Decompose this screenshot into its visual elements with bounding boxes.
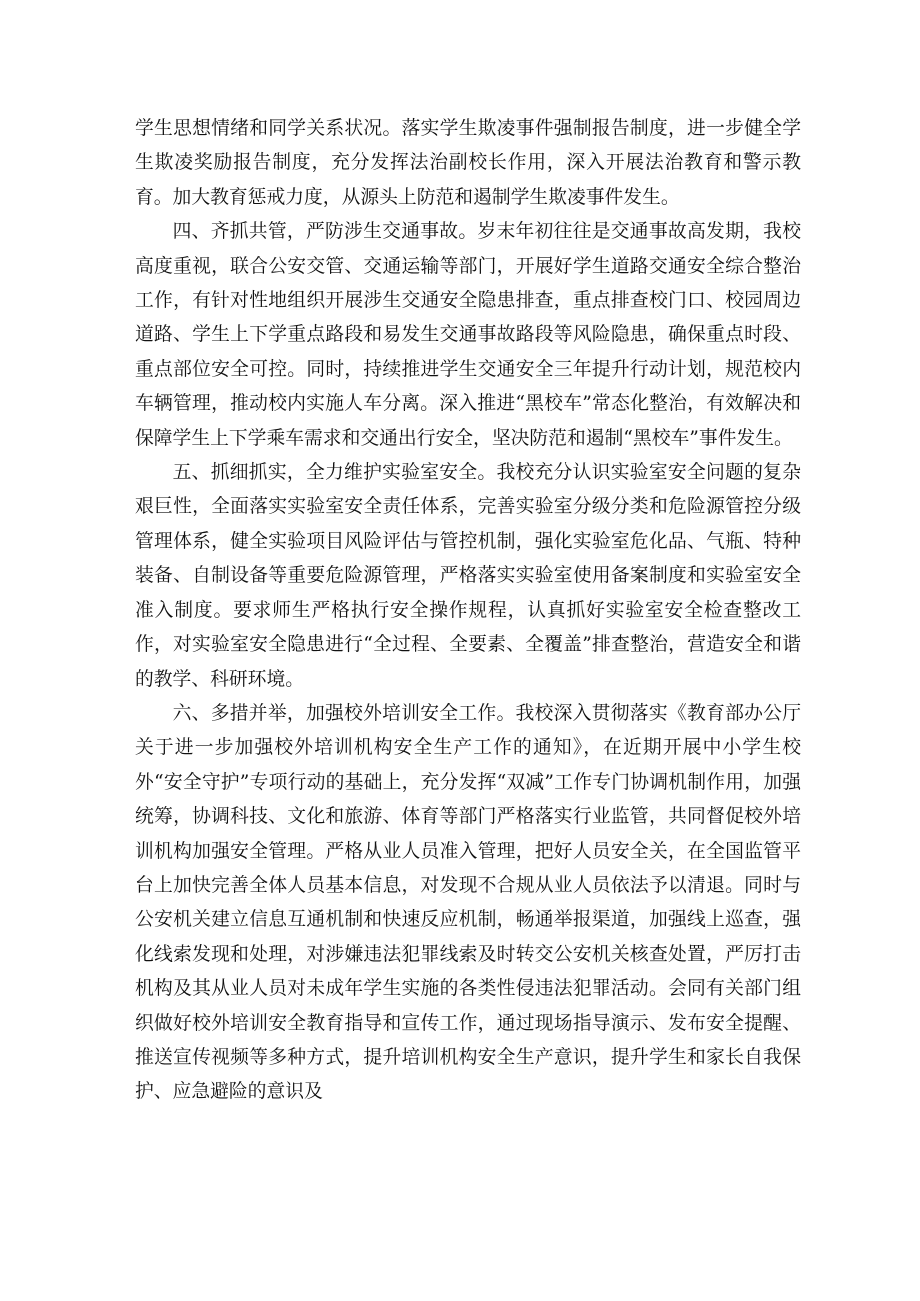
paragraph-section-6-training-safety: 六、多措并举，加强校外培训安全工作。我校深入贯彻落实《教育部办公厅关于进一步加强校外培训机构安全生产工作的通知》，在近期开展中小学生校外“安全守护”专项行动的基础上，充分发挥“双减”工作专门协调机制作用，加强统筹，协调科技、文化和旅游、体育等部门严格落实行业监管，共同督促校外培训机构加强安全管理。严格从业人员准入管理，把好人员安全关，在全国监管平台上加快完善全体人员基本信息，对发现不合规从业人员依法予以清退。同时与公安机关建立信息互通机制和快速反应机制，畅通举报渠道，加强线上巡查，强化线索发现和处理，对涉嫌违法犯罪线索及时转交公安机关核查处置，严厉打击机构及其从业人员对未成年学生实施的各类性侵违法犯罪活动。会同有关部门组织做好校外培训安全教育指导和宣传工作，通过现场指导演示、发布安全提醒、推送宣传视频等多种方式，提升培训机构安全生产意识，提升学生和家长自我保护、应急避险的意识及	[135, 702, 801, 1103]
paragraph-section-4-traffic-safety: 四、齐抓共管，严防涉生交通事故。岁末年初往往是交通事故高发期，我校高度重视，联合公安交管、交通运输等部门，开展好学生道路交通安全综合整治工作，有针对性地组织开展涉生交通安全隐患排查，重点排查校门口、校园周边道路、学生上下学重点路段和易发生交通事故路段等风险隐患，确保重点时段、重点部位安全可控。同时，持续推进学生交通安全三年提升行动计划，规范校内车辆管理，推动校内实施人车分离。深入推进“黑校车”常态化整治，有效解决和保障学生上下学乘车需求和交通出行安全，坚决防范和遏制“黑校车”事件发生。	[135, 221, 801, 449]
document-page	[135, 112, 801, 1110]
paragraph-section-5-lab-safety: 五、抓细抓实，全力维护实验室安全。我校充分认识实验室安全问题的复杂艰巨性，全面落实实验室安全责任体系，完善实验室分级分类和危险源管控分级管理体系，健全实验项目风险评估与管控机制，强化实验室危化品、气瓶、特种装备、自制设备等重要危险源管理，严格落实实验室使用备案制度和实验室安全准入制度。要求师生严格执行安全操作规程，认真抓好实验室安全检查整改工作，对实验室安全隐患进行“全过程、全要素、全覆盖”排查整治，营造安全和谐的教学、科研环境。	[135, 462, 801, 690]
paragraph-continuation: 学生思想情绪和同学关系状况。落实学生欺凌事件强制报告制度，进一步健全学生欺凌奖励报告制度，充分发挥法治副校长作用，深入开展法治教育和警示教育。加大教育惩戒力度，从源头上防范和遏制学生欺凌事件发生。	[135, 118, 801, 208]
